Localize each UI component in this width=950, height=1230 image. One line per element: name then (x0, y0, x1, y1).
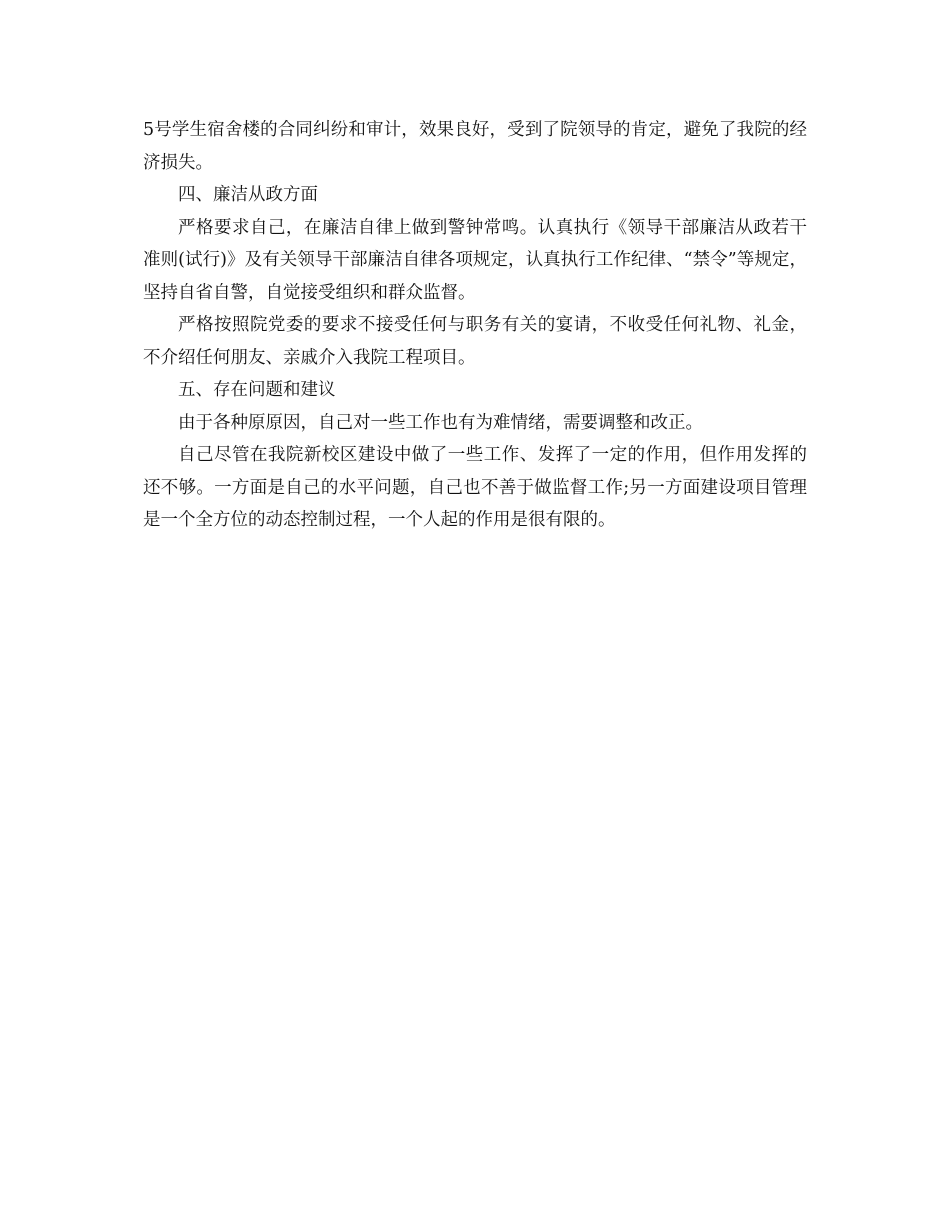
section-heading-problems: 五、存在问题和建议 (178, 380, 336, 400)
document-body (143, 114, 807, 537)
paragraph-difficulties: 由于各种原原因，自己对一些工作也有为难情绪，需要调整和改正。 (178, 412, 703, 433)
paragraph-limited-role: 自己尽管在我院新校区建设中做了一些工作、发挥了一定的作用，但作用发挥的还不够。一方面是自己的水平问题，自己也不善于做监督工作;另一方面建设项目管理是一个全方位的动态控制过程，一个人起的作用是很有限的。 (143, 445, 807, 530)
paragraph-no-gifts: 严格按照院党委的要求不接受任何与职务有关的宴请，不收受任何礼物、礼金，不介绍任何朋友、亲戚介入我院工程项目。 (143, 315, 807, 368)
paragraph-contract-audit: 5号学生宿舍楼的合同纠纷和审计，效果良好，受到了院领导的肯定，避免了我院的经济损失。 (143, 120, 807, 173)
paragraph-self-discipline: 严格要求自己，在廉洁自律上做到警钟常鸣。认真执行《领导干部廉洁从政若干准则(试行)》及有关领导干部廉洁自律各项规定，认真执行工作纪律、“禁令”等规定，坚持自省自警，自觉接受组织和群众监督。 (143, 217, 807, 303)
section-heading-integrity: 四、廉洁从政方面 (178, 185, 318, 205)
